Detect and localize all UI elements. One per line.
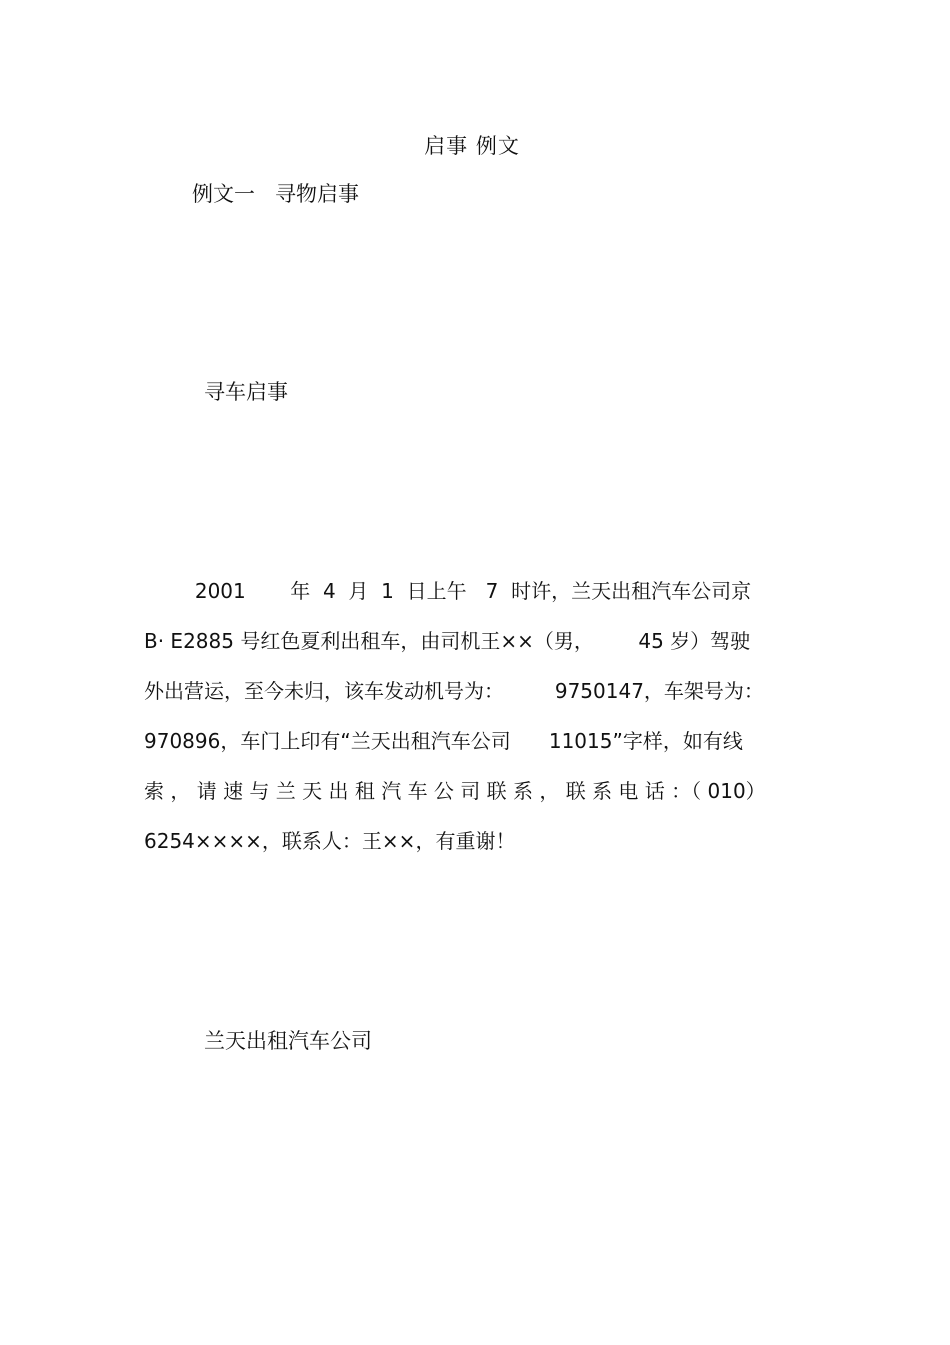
body-line-6: 6254××××，联系人：王××，有重谢！ [144, 829, 516, 853]
body-line-2: B· E2885 号红色夏利出租车，由司机王××（男， 45 岁）驾驶 [144, 629, 751, 653]
body-line-4: 970896，车门上印有“兰天出租汽车公司 11015”字样，如有线 [144, 729, 743, 753]
signature: 兰天出租汽车公司 [204, 1029, 372, 1053]
notice-body [144, 566, 800, 866]
body-line-3: 外出营运，至今未归，该车发动机号为： 9750147，车架号为： [144, 679, 764, 703]
body-line-5: 索 ， 请 速 与 兰 天 出 租 汽 车 公 司 联 系 ， 联 系 电 话 ：（ 010） [144, 779, 766, 803]
document-title: 启事 例文 [424, 134, 520, 158]
body-line-1: 2001 年 4 月 1 日上午 7 时许，兰天出租汽车公司京 [144, 579, 752, 603]
notice-title: 寻车启事 [204, 380, 288, 404]
section-title: 例文一 寻物启事 [192, 182, 360, 206]
